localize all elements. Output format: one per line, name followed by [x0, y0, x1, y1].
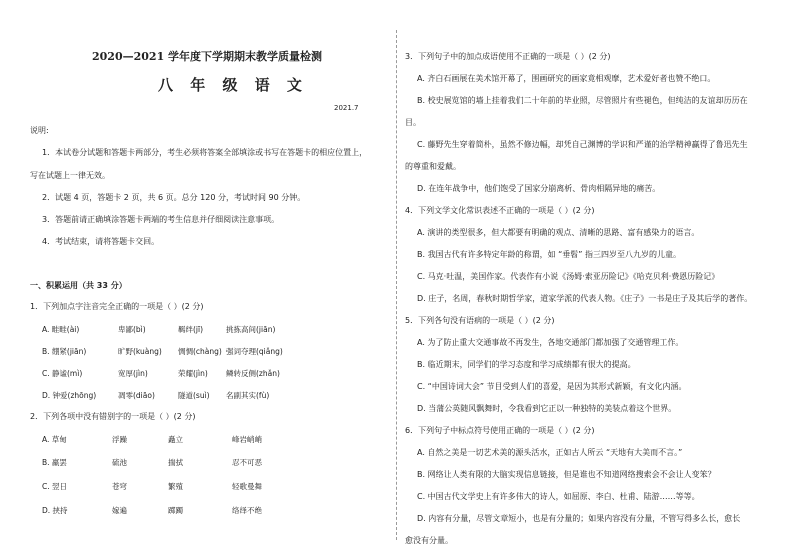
q1-b-4: 强词夺理(qiǎng): [226, 347, 283, 356]
q2-a-4: 峰岩峭峭: [232, 435, 262, 444]
q1-d-3: 隧道(suì): [178, 391, 210, 400]
exam-title: 2020—2021 学年度下学期期末教学质量检测: [92, 50, 323, 63]
q2-b-2: 硫池: [112, 458, 127, 467]
q2-d-4: 络绎不绝: [232, 506, 262, 515]
q2-d-1: D. 挟持: [42, 506, 68, 515]
q3-c2: 的尊重和爱戴。: [405, 162, 461, 171]
q3-c1: C. 藤野先生穿着简朴，虽然不修边幅，却凭自己渊博的学识和严谨的治学精神赢得了鲁迅先生: [417, 140, 748, 149]
q2-b-3: 揣拭: [168, 458, 183, 467]
q1-b-3: 惆惆(chàng): [178, 347, 222, 356]
q3-stem: 3．下列句子中的加点成语使用不正确的一项是（ ）(2 分): [405, 52, 611, 61]
q2-d-2: 嫁遍: [112, 506, 127, 515]
q5-d: D. 当蒲公英随风飘舞时，令我看到它正以一种独特的美装点着这个世界。: [417, 404, 677, 413]
q1-a-3: 羁绊(jī): [178, 325, 204, 334]
q2-c-3: 繁殖: [168, 482, 183, 491]
column-divider: [396, 30, 397, 540]
q6-d2: 愈没有分量。: [405, 536, 453, 545]
q2-stem: 2．下列各项中没有错别字的一项是（ ）(2 分): [30, 412, 196, 421]
q4-d: D. 庄子，名周，春秋时期哲学家，道家学派的代表人物。《庄子》一书是庄子及其后学的著作。: [417, 294, 753, 303]
q1-stem: 1．下列加点字注音完全正确的一项是（ ）(2 分): [30, 302, 204, 311]
q6-b: B. 网络让人类有限的大脑实现信息链接，但是谁也不知道网络搜索会不会让人变笨？: [417, 470, 716, 479]
note-1b: 写在试题上一律无效。: [30, 171, 110, 180]
q2-c-4: 轻歌曼舞: [232, 482, 262, 491]
q3-b1: B. 校史展览馆的墙上挂着我们二十年前的毕业照，尽管照片有些褪色，但纯洁的友谊却历历在: [417, 96, 748, 105]
q1-b-1: B. 绷紧(jiān): [42, 347, 87, 356]
q2-a-2: 浮躁: [112, 435, 127, 444]
q4-stem: 4．下列文学文化常识表述不正确的一项是（ ）(2 分): [405, 206, 595, 215]
q1-d-4: 名副其实(fù): [226, 391, 270, 400]
q2-a-1: A. 草甸: [42, 435, 67, 444]
q2-d-3: 踯躅: [168, 506, 183, 515]
q3-a: A. 齐白石画展在美术馆开幕了，围画研究的画家竟相观摩，艺术爱好者也赞不绝口。: [417, 74, 716, 83]
q1-a-1: A. 畦畦(ài): [42, 325, 80, 334]
note-4: 4．考试结束，请将答题卡交回。: [42, 237, 160, 246]
q1-d-2: 凋零(diāo): [118, 391, 155, 400]
note-2: 2．试题 4 页，答题卡 2 页，共 6 页。总分 120 分，考试时间 90 分钟。: [42, 193, 306, 202]
q1-d-1: D. 钟爱(zhōng): [42, 391, 97, 400]
right-column: [401, 0, 794, 560]
q2-c-2: 苍穹: [112, 482, 127, 491]
q1-c-3: 荣耀(jìn): [178, 369, 208, 378]
exam-date: 2021.7: [334, 104, 359, 112]
section1-heading: 一、积累运用（共 33 分）: [30, 281, 127, 290]
q1-a-4: 挑拣高间(jiān): [226, 325, 276, 334]
q5-c: C. “中国诗词大会” 节目受到人们的喜爱，是因为其形式新颖，有文化内涵。: [417, 382, 687, 391]
q2-b-4: 忍不可恶: [232, 458, 262, 467]
notes-heading: 说明:: [30, 126, 49, 135]
q1-a-2: 卑鄙(bì): [118, 325, 146, 334]
q3-d: D. 在连年战争中，他们饱受了国家分崩离析、骨肉相隔异地的痛苦。: [417, 184, 661, 193]
q6-c: C. 中国古代文学史上有许多伟大的诗人，如屈原、李白、杜甫、陆游……等等。: [417, 492, 700, 501]
q5-b: B. 临近期末，同学们的学习态度和学习成绩都有很大的提高。: [417, 360, 636, 369]
subject-title: 八 年 级 语 文: [158, 76, 308, 94]
q2-b-1: B. 羸罢: [42, 458, 67, 467]
q6-stem: 6．下列句子中标点符号使用正确的一项是（ ）(2 分): [405, 426, 595, 435]
q3-b2: 目。: [405, 118, 421, 127]
note-1a: 1．本试卷分试题和答题卡两部分，考生必须将答案全部填涂或书写在答题卡的相应位置上，: [42, 148, 368, 157]
left-column: [0, 0, 395, 560]
q5-stem: 5．下列各句没有语病的一项是（ ）(2 分): [405, 316, 555, 325]
q4-c: C. 马克·吐温，美国作家。代表作有小说《汤姆·索亚历险记》《哈克贝利·费恩历险记》: [417, 272, 720, 281]
q1-c-4: 鳞转反侧(zhǎn): [226, 369, 280, 378]
q6-a: A. 自然之美是一切艺术美的源头活水，正如古人所云 “天地有大美而不言。”: [417, 448, 683, 457]
q2-c-1: C. 翌日: [42, 482, 68, 491]
q4-b: B. 我国古代有许多特定年龄的称谓，如 “垂髫” 指三四岁至八九岁的儿童。: [417, 250, 681, 259]
q1-c-1: C. 静谧(mì): [42, 369, 83, 378]
q2-a-3: 矗立: [168, 435, 183, 444]
q1-c-2: 宽厚(jìn): [118, 369, 148, 378]
q4-a: A. 演讲的类型很多，但大都要有明确的观点、清晰的思路、富有感染力的语言。: [417, 228, 700, 237]
q6-d1: D. 内容有分量，尽管文章短小，也是有分量的；如果内容没有分量，不管写得多么长，愈长: [417, 514, 741, 523]
note-3: 3．答题前请正确填涂答题卡两端的考生信息并仔细阅读注意事项。: [42, 215, 280, 224]
q5-a: A. 为了防止重大交通事故不再发生，各地交通部门都加强了交通管理工作。: [417, 338, 684, 347]
q1-b-2: 旷野(kuàng): [118, 347, 162, 356]
